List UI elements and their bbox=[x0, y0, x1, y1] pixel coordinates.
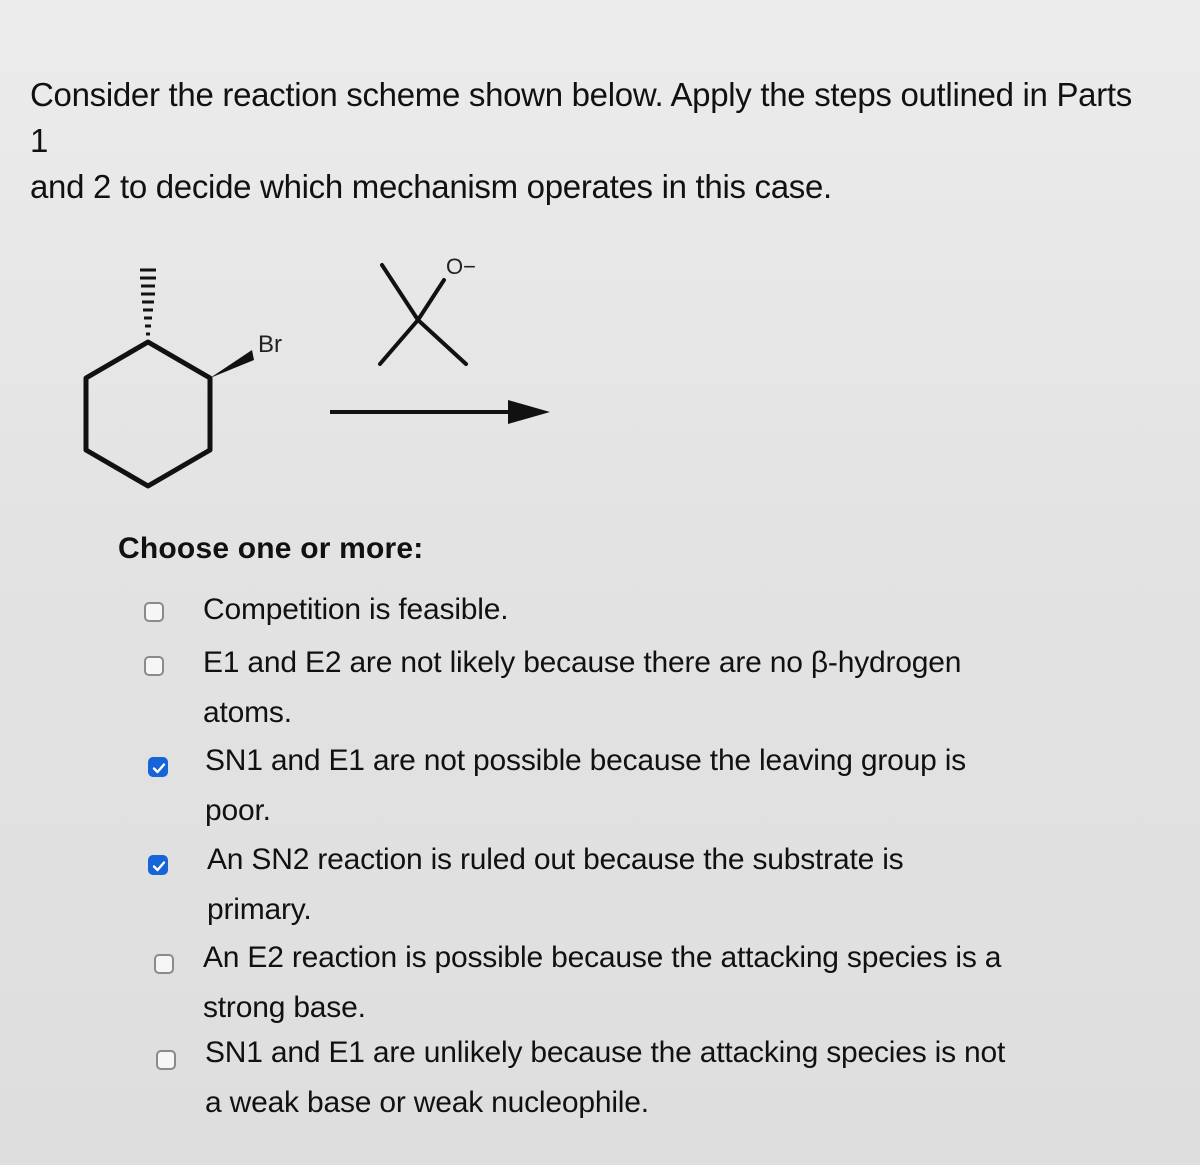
option-2-line-1: E1 and E2 are not likely because there are no β-hydrogen bbox=[203, 646, 962, 679]
option-2-line-2: atoms. bbox=[203, 696, 292, 729]
check-icon bbox=[151, 760, 167, 776]
option-3-line-2: poor. bbox=[205, 794, 271, 827]
checkbox-5[interactable] bbox=[154, 954, 174, 974]
solid-wedge-bond bbox=[210, 350, 254, 378]
checkbox-4[interactable] bbox=[148, 855, 168, 875]
checkbox-1[interactable] bbox=[144, 602, 164, 622]
option-3-text bbox=[205, 736, 1025, 836]
check-icon bbox=[151, 858, 167, 874]
choose-label: Choose one or more: bbox=[118, 532, 424, 565]
question-text bbox=[30, 72, 1150, 210]
option-6-line-1: SN1 and E1 are unlikely because the attacking species is not bbox=[205, 1036, 1006, 1069]
option-5-line-2: strong base. bbox=[203, 991, 366, 1024]
option-2-text bbox=[203, 638, 1023, 738]
option-1-text bbox=[203, 585, 1023, 635]
cyclohexane-ring bbox=[86, 342, 210, 486]
option-6-text bbox=[205, 1028, 1025, 1128]
question-line-2: and 2 to decide which mechanism operates in this case. bbox=[30, 168, 832, 205]
option-6-line-2: a weak base or weak nucleophile. bbox=[205, 1086, 649, 1119]
option-4-line-2: primary. bbox=[207, 893, 312, 926]
option-3-line-1: SN1 and E1 are not possible because the leaving group is bbox=[205, 744, 966, 777]
checkbox-3[interactable] bbox=[148, 757, 168, 777]
checkbox-2[interactable] bbox=[144, 656, 164, 676]
tert-butoxide-structure bbox=[380, 265, 466, 364]
oxide-label: O− bbox=[446, 254, 476, 279]
option-5-line-1: An E2 reaction is possible because the attacking species is a bbox=[203, 941, 1002, 974]
checkbox-6[interactable] bbox=[156, 1050, 176, 1070]
question-line-1: Consider the reaction scheme shown below. Apply the steps outlined in Parts 1 bbox=[30, 76, 1132, 159]
option-4-line-1: An SN2 reaction is ruled out because the substrate is bbox=[207, 843, 904, 876]
reaction-scheme bbox=[60, 240, 580, 510]
option-5-text bbox=[203, 933, 1023, 1033]
bromine-label: Br bbox=[258, 331, 282, 358]
option-4-text bbox=[207, 835, 1027, 935]
option-1-line-1: Competition is feasible. bbox=[203, 593, 509, 626]
reaction-arrow-head bbox=[508, 400, 550, 424]
hashed-wedge-bond bbox=[140, 270, 156, 334]
